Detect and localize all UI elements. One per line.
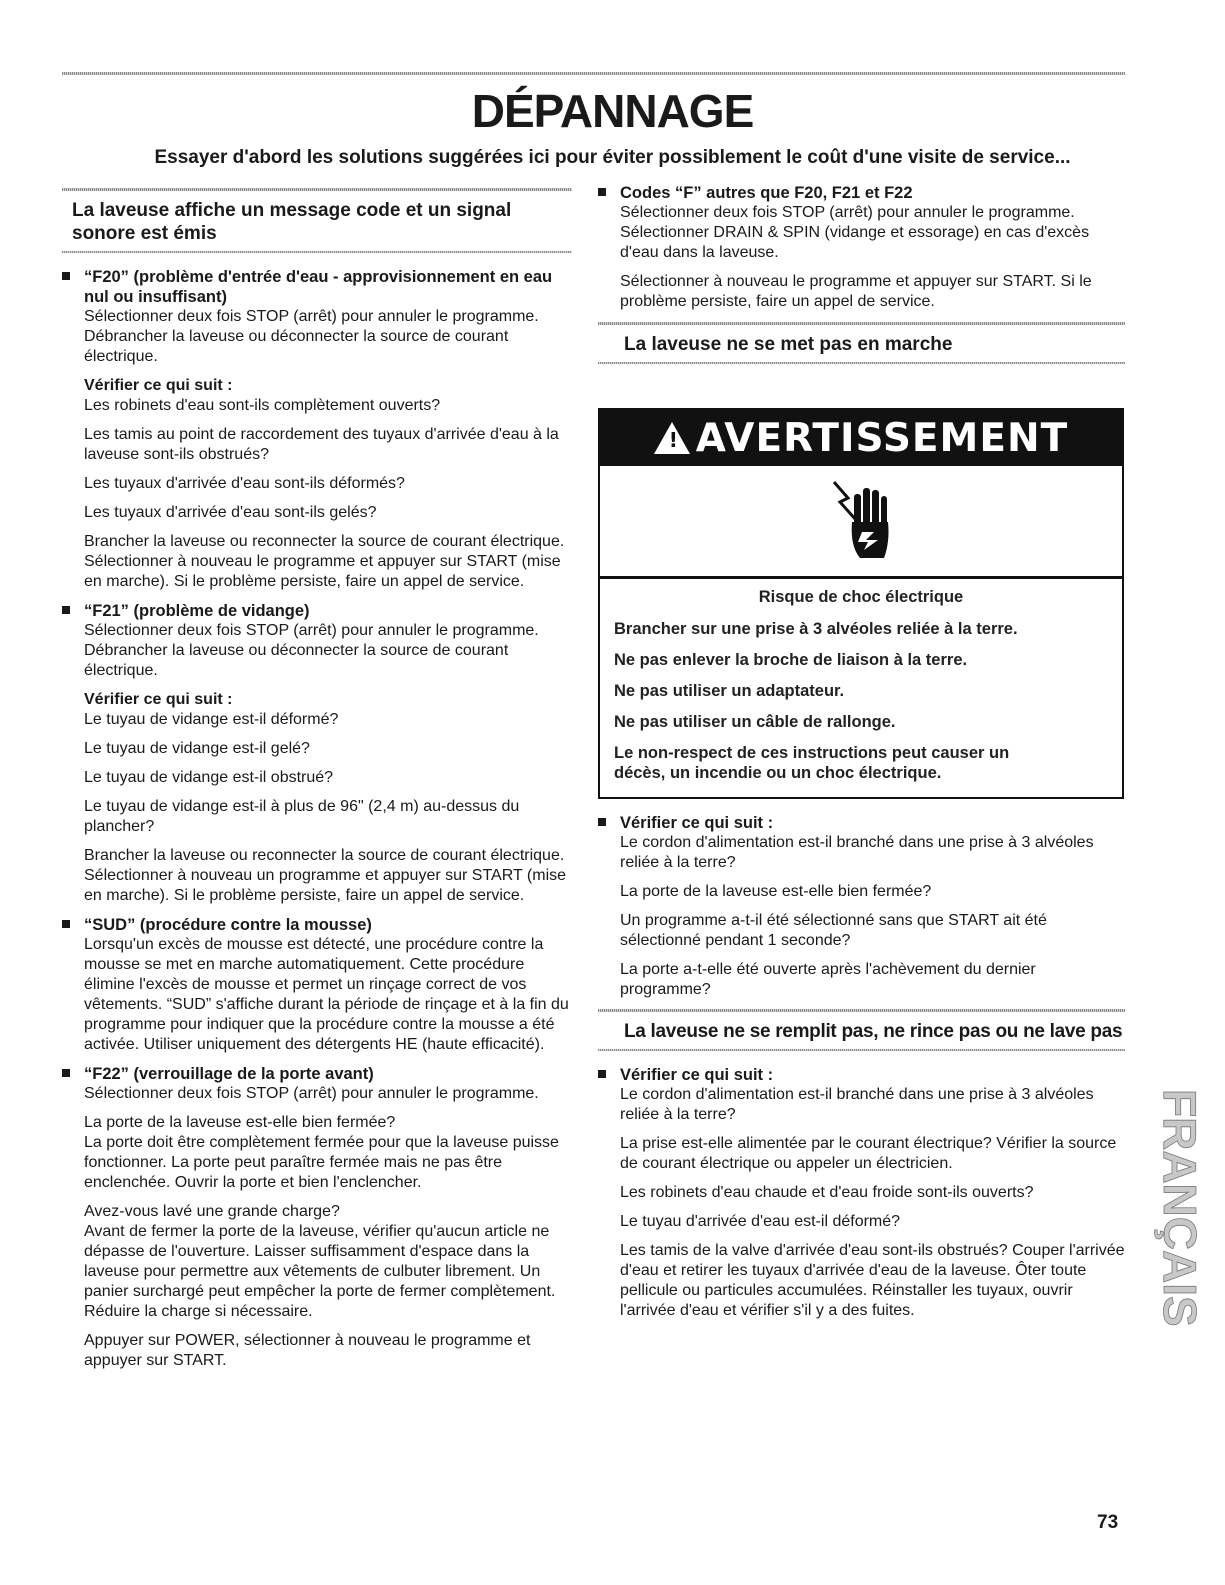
check-label: Vérifier ce qui suit : <box>620 814 774 832</box>
section-title-no-start: La laveuse ne se met pas en marche <box>624 334 953 355</box>
warning-box <box>598 408 1124 799</box>
fcodes-text-2: Sélectionner à nouveau le programme et appuyer sur START. Si le problème persiste, faire un appel de service. <box>620 273 1092 310</box>
check-text: La porte a-t-elle été ouverte après l'achèvement du dernier programme? <box>620 961 1036 998</box>
bullet-icon <box>62 606 70 614</box>
page-subtitle: Essayer d'abord les solutions suggérées ici pour éviter possiblement le coût d'une visite de service... <box>154 147 1071 168</box>
f21-intro: Sélectionner deux fois STOP (arrêt) pour annuler le programme. Débrancher la laveuse ou déconnecter la source de courant électrique. <box>84 622 539 679</box>
f21-check: Le tuyau de vidange est-il obstrué? <box>84 769 334 786</box>
fcodes-text-1: Sélectionner deux fois STOP (arrêt) pour annuler le programme. Sélectionner DRAIN & SPIN (vidange et essorage) en cas d'excès d'eau dans la laveuse. <box>620 204 1090 261</box>
section-rule <box>598 1009 1125 1012</box>
warning-line: Ne pas utiliser un adaptateur. <box>614 682 845 700</box>
section-title-codes: La laveuse affiche un message code et un signal sonore est émis <box>72 200 512 244</box>
page-title: DÉPANNAGE <box>471 85 754 137</box>
check-text: La porte de la laveuse est-elle bien fermée? <box>620 883 932 900</box>
check-text: Le cordon d'alimentation est-il branché dans une prise à 3 alvéoles reliée à la terre? <box>620 1086 1094 1123</box>
warning-banner-text: AVERTISSEMENT <box>695 415 1069 461</box>
f22-question-1: La porte de la laveuse est-elle bien fermée? <box>84 1114 396 1131</box>
f21-check: Le tuyau de vidange est-il à plus de 96" (2,4 m) au-dessus du plancher? <box>84 798 520 835</box>
sud-title: “SUD” (procédure contre la mousse) <box>84 916 372 934</box>
page-number: 73 <box>1097 1512 1119 1533</box>
f21-title: “F21” (problème de vidange) <box>84 602 310 620</box>
bullet-icon <box>62 920 70 928</box>
check-label: Vérifier ce qui suit : <box>620 1066 774 1084</box>
side-label-text: FRANÇAIS <box>1154 1089 1206 1327</box>
section-rule <box>598 1049 1125 1051</box>
left-column <box>62 188 572 1380</box>
f22-title: “F22” (verrouillage de la porte avant) <box>84 1065 374 1083</box>
section-title-no-fill: La laveuse ne se remplit pas, ne rince pas ou ne lave pas <box>624 1021 1123 1042</box>
f21-check: Le tuyau de vidange est-il gelé? <box>84 740 310 757</box>
shock-area <box>600 466 1122 579</box>
f21-check-label: Vérifier ce qui suit : <box>84 691 233 708</box>
f22-item <box>62 1064 572 1371</box>
side-language-label <box>1150 1085 1206 1355</box>
check-item-no-start <box>598 813 1128 1000</box>
f21-check: Brancher la laveuse ou reconnecter la source de courant électrique. Sélectionner à nouveau un programme et appuyer sur START (mise en marche). Si le problème persiste, faire un appel de service. <box>84 847 567 904</box>
electric-shock-hand-icon <box>826 476 896 566</box>
f22-intro: Sélectionner deux fois STOP (arrêt) pour annuler le programme. <box>84 1085 539 1102</box>
section-rule <box>62 251 572 253</box>
f20-intro: Sélectionner deux fois STOP (arrêt) pour annuler le programme. Débrancher la laveuse ou déconnecter la source de courant électrique. <box>84 308 539 365</box>
warning-body <box>600 579 1122 797</box>
f20-check: Les robinets d'eau sont-ils complètement ouverts? <box>84 397 441 414</box>
top-rule <box>62 72 1125 75</box>
section-rule <box>62 188 572 191</box>
f22-question-2: Avez-vous lavé une grande charge? <box>84 1203 340 1220</box>
section-rule <box>598 322 1125 325</box>
warning-triangle-icon: ! <box>654 422 690 454</box>
warning-line: Brancher sur une prise à 3 alvéoles reliée à la terre. <box>614 620 1018 638</box>
bullet-icon <box>62 1069 70 1077</box>
f22-answer-1: La porte doit être complètement fermée pour que la laveuse puisse fonctionner. La porte peut paraître fermée mais ne pas être enclenchée. Ouvrir la porte et bien l'enclencher. <box>84 1134 559 1191</box>
f22-final: Appuyer sur POWER, sélectionner à nouveau le programme et appuyer sur START. <box>84 1332 531 1369</box>
check-text: Le tuyau d'arrivée d'eau est-il déformé? <box>620 1213 901 1230</box>
f22-answer-2: Avant de fermer la porte de la laveuse, vérifier qu'aucun article ne dépasse de l'ouverture. Laisser suffisamment d'espace dans la laveuse pour permettre aux vêtements de culbuter librement. Un panier surchargé peut empêcher la porte de fermer complètement. Réduire la charge si nécessaire. <box>84 1223 556 1320</box>
bullet-icon <box>598 818 606 826</box>
check-text: Les robinets d'eau chaude et d'eau froide sont-ils ouverts? <box>620 1184 1034 1201</box>
f20-title: “F20” (problème d'entrée d'eau - approvisionnement en eau nul ou insuffisant) <box>84 268 553 306</box>
check-text: Le cordon d'alimentation est-il branché dans une prise à 3 alvéoles reliée à la terre? <box>620 834 1094 871</box>
fcodes-title: Codes “F” autres que F20, F21 et F22 <box>620 184 913 202</box>
f20-check: Les tuyaux d'arrivée d'eau sont-ils déformés? <box>84 475 405 492</box>
f20-item <box>62 267 572 592</box>
f21-item <box>62 601 572 906</box>
check-text: La prise est-elle alimentée par le courant électrique? Vérifier la source de courant électrique ou appeler un électricien. <box>620 1135 1117 1172</box>
sud-item <box>62 915 572 1055</box>
fcodes-item <box>598 183 1128 312</box>
check-item-no-fill <box>598 1065 1128 1321</box>
right-column <box>598 183 1128 1330</box>
f20-check: Les tuyaux d'arrivée d'eau sont-ils gelés? <box>84 504 377 521</box>
sud-text: Lorsqu'un excès de mousse est détecté, une procédure contre la mousse se met en marche automatiquement. Cette procédure élimine l'excès de mousse et permet un rinçage correct de vos vêtements. “SUD” s'affiche durant la période de rinçage et à la fin du programme pour indiquer que la procédure contre la mousse a été activée. Utiliser uniquement des détergents HE (haute efficacité). <box>84 936 569 1053</box>
warning-line: Ne pas utiliser un câble de rallonge. <box>614 713 896 731</box>
warning-banner <box>600 410 1122 466</box>
warning-risk: Risque de choc électrique <box>758 588 964 606</box>
f20-check: Les tamis au point de raccordement des tuyaux d'arrivée d'eau à la laveuse sont-ils obstrués? <box>84 426 559 463</box>
bullet-icon <box>598 1070 606 1078</box>
check-text: Les tamis de la valve d'arrivée d'eau sont-ils obstrués? Couper l'arrivée d'eau et retirer les tuyaux d'arrivée d'eau de la laveuse. Ôter toute pellicule ou particules accumulées. Réinstaller les tuyaux, ouvrir l'arrivée d'eau et vérifier s'il y a des fuites. <box>620 1242 1125 1319</box>
section-rule <box>598 362 1125 364</box>
f20-check-label: Vérifier ce qui suit : <box>84 377 233 394</box>
warning-line: Le non-respect de ces instructions peut causer un décès, un incendie ou un choc électrique. <box>614 744 1010 782</box>
bullet-icon <box>62 272 70 280</box>
f20-check: Brancher la laveuse ou reconnecter la source de courant électrique. Sélectionner à nouveau le programme et appuyer sur START (mise en marche). Si le problème persiste, faire un appel de service. <box>84 533 565 590</box>
check-text: Un programme a-t-il été sélectionné sans que START ait été sélectionné pendant 1 seconde? <box>620 912 1047 949</box>
warning-line: Ne pas enlever la broche de liaison à la terre. <box>614 651 968 669</box>
f21-check: Le tuyau de vidange est-il déformé? <box>84 711 339 728</box>
bullet-icon <box>598 188 606 196</box>
